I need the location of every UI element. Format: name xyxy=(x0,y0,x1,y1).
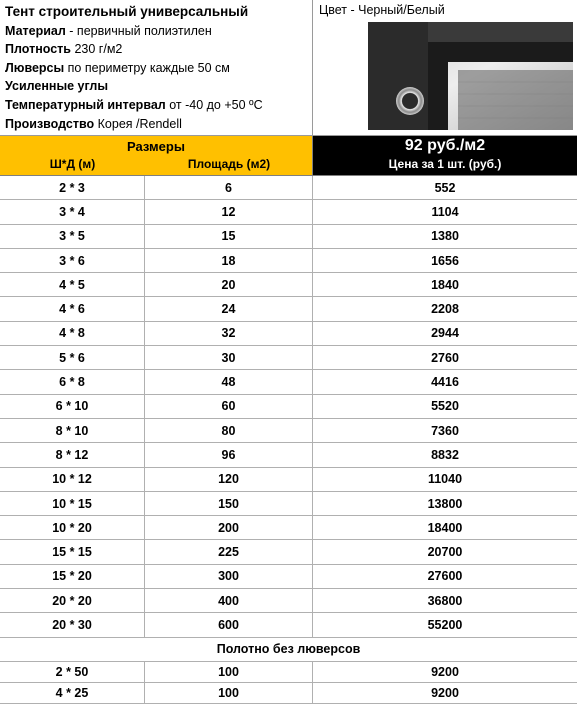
product-title: Тент строительный универсальный xyxy=(5,4,249,19)
area-cell: 6 xyxy=(145,176,313,199)
table-row xyxy=(0,662,577,683)
table-row xyxy=(0,297,577,321)
table-row xyxy=(0,200,577,224)
size-cell: 15 * 15 xyxy=(0,540,145,563)
price-cell: 1104 xyxy=(431,204,459,219)
area-cell: 150 xyxy=(145,492,313,515)
table-row xyxy=(0,492,577,516)
table-row xyxy=(0,322,577,346)
area-cell: 80 xyxy=(145,419,313,442)
area-cell: 300 xyxy=(145,565,313,588)
table-row xyxy=(0,419,577,443)
price-cell: 2760 xyxy=(431,350,459,365)
size-cell: 10 * 20 xyxy=(0,516,145,539)
size-cell: 10 * 15 xyxy=(0,492,145,515)
color-label: Цвет - Черный/Белый xyxy=(319,3,445,17)
table-row xyxy=(0,683,577,704)
price-cell: 55200 xyxy=(427,617,463,632)
price-cell: 1380 xyxy=(431,229,459,244)
area-cell: 225 xyxy=(145,540,313,563)
area-cell: 48 xyxy=(145,370,313,393)
table-row xyxy=(0,346,577,370)
price-cell: 7360 xyxy=(431,423,459,438)
table-row xyxy=(0,370,577,394)
area-cell: 60 xyxy=(145,395,313,418)
size-cell: 3 * 6 xyxy=(0,249,145,272)
table-row xyxy=(0,273,577,297)
table-header xyxy=(0,136,577,176)
price-cell: 18400 xyxy=(427,520,463,535)
table-row xyxy=(0,225,577,249)
area-cell: 32 xyxy=(145,322,313,345)
product-specs xyxy=(0,0,313,135)
sizes-title: Размеры xyxy=(127,139,185,154)
price-header xyxy=(313,136,577,175)
size-cell: 6 * 8 xyxy=(0,370,145,393)
area-cell: 30 xyxy=(145,346,313,369)
price-cell: 13800 xyxy=(427,496,463,511)
table-row xyxy=(0,516,577,540)
price-cell: 27600 xyxy=(427,569,463,584)
no-grommets-table xyxy=(0,662,577,704)
no-grommets-title: Полотно без люверсов xyxy=(0,638,577,662)
area-cell: 100 xyxy=(145,683,313,703)
tarp-photo xyxy=(368,22,573,130)
size-cell: 2 * 50 xyxy=(0,662,145,682)
price-cell: 20700 xyxy=(427,545,463,560)
price-cell: 1656 xyxy=(431,253,459,268)
area-cell: 18 xyxy=(145,249,313,272)
price-per-m2: 92 руб./м2 xyxy=(404,137,486,154)
area-cell: 600 xyxy=(145,613,313,636)
price-cell: 2208 xyxy=(431,302,459,317)
area-cell: 120 xyxy=(145,468,313,491)
area-cell: 96 xyxy=(145,443,313,466)
size-cell: 20 * 30 xyxy=(0,613,145,636)
spec-corners: Усиленные углы xyxy=(5,79,109,94)
price-cell: 11040 xyxy=(427,472,463,487)
spec-density: Плотность 230 г/м2 xyxy=(5,42,123,57)
size-cell: 4 * 5 xyxy=(0,273,145,296)
price-cell: 4416 xyxy=(431,375,459,390)
price-cell: 1840 xyxy=(431,277,459,292)
table-row xyxy=(0,589,577,613)
sizes-header xyxy=(0,136,313,175)
table-row xyxy=(0,468,577,492)
area-cell: 12 xyxy=(145,200,313,223)
price-cell: 9200 xyxy=(431,664,459,679)
price-cell: 552 xyxy=(434,180,456,195)
table-row xyxy=(0,249,577,273)
price-cell: 8832 xyxy=(431,447,459,462)
spec-material: Материал - первичный полиэтилен xyxy=(5,23,212,38)
size-cell: 5 * 6 xyxy=(0,346,145,369)
table-row xyxy=(0,540,577,564)
size-cell: 4 * 25 xyxy=(0,683,145,703)
area-cell: 24 xyxy=(145,297,313,320)
col-price-header: Цена за 1 шт. (руб.) xyxy=(388,157,502,171)
size-cell: 8 * 12 xyxy=(0,443,145,466)
table-row xyxy=(0,176,577,200)
price-cell: 2944 xyxy=(431,326,459,341)
area-cell: 20 xyxy=(145,273,313,296)
size-cell: 15 * 20 xyxy=(0,565,145,588)
size-cell: 3 * 5 xyxy=(0,225,145,248)
product-block xyxy=(0,0,577,136)
table-row xyxy=(0,443,577,467)
product-photo-block xyxy=(313,0,577,135)
spec-grommets: Люверсы по периметру каждые 50 см xyxy=(5,60,230,75)
area-cell: 400 xyxy=(145,589,313,612)
area-cell: 15 xyxy=(145,225,313,248)
size-cell: 3 * 4 xyxy=(0,200,145,223)
spec-temperature: Температурный интервал от -40 до +50 ºС xyxy=(5,97,263,112)
size-cell: 6 * 10 xyxy=(0,395,145,418)
price-cell: 36800 xyxy=(427,593,463,608)
spec-manufacturer: Производство Корея /Rendell xyxy=(5,116,182,131)
size-cell: 10 * 12 xyxy=(0,468,145,491)
table-row xyxy=(0,395,577,419)
table-row xyxy=(0,565,577,589)
table-row xyxy=(0,613,577,637)
area-cell: 200 xyxy=(145,516,313,539)
size-cell: 8 * 10 xyxy=(0,419,145,442)
size-cell: 20 * 20 xyxy=(0,589,145,612)
price-table xyxy=(0,176,577,638)
col-area-header: Площадь (м2) xyxy=(187,157,271,171)
col-size-header: Ш*Д (м) xyxy=(49,157,96,171)
price-cell: 5520 xyxy=(431,399,459,414)
size-cell: 4 * 6 xyxy=(0,297,145,320)
area-cell: 100 xyxy=(145,662,313,682)
price-cell: 9200 xyxy=(431,685,459,700)
size-cell: 4 * 8 xyxy=(0,322,145,345)
size-cell: 2 * 3 xyxy=(0,176,145,199)
